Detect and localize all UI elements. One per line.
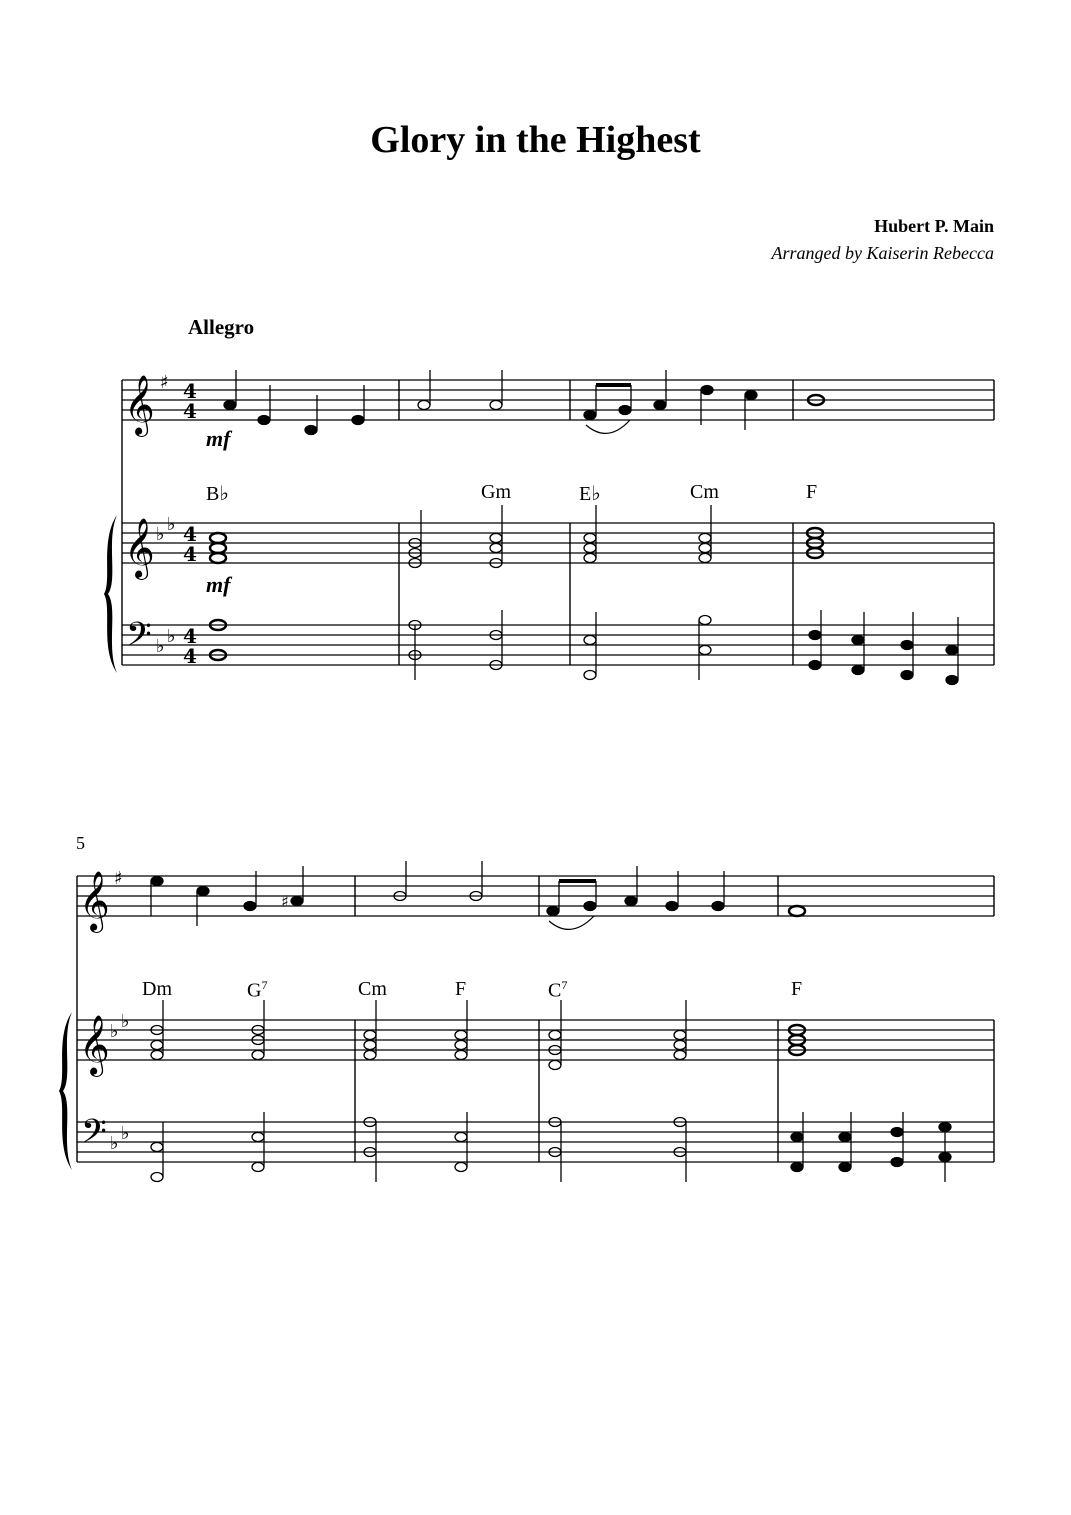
- svg-text:♯: ♯: [114, 868, 123, 889]
- slurs: [549, 420, 630, 929]
- svg-text:𝄢: 𝄢: [81, 1113, 107, 1159]
- chord-symbol: Dm: [142, 978, 172, 1000]
- chord-symbol: $C^7$: [548, 978, 568, 1002]
- dynamic-mf-piano: mf: [206, 572, 231, 597]
- tempo-marking: Allegro: [188, 315, 255, 339]
- svg-text:4: 4: [183, 379, 197, 403]
- chord-symbol: F: [806, 481, 818, 503]
- measure-number: 5: [76, 833, 85, 853]
- time-signatures: [183, 379, 197, 668]
- chord-symbol: $G^7$: [247, 978, 268, 1002]
- chord-symbol: Cm: [690, 481, 719, 503]
- svg-text:𝄞: 𝄞: [124, 375, 155, 435]
- chord-symbol: E♭: [579, 483, 601, 505]
- svg-text:♭: ♭: [110, 1133, 119, 1154]
- svg-text:4: 4: [183, 399, 197, 423]
- score-title: Glory in the Highest: [370, 119, 701, 161]
- chord-symbol: Cm: [358, 978, 387, 1000]
- staff-lines: [77, 380, 994, 1162]
- composer-credit: Hubert P. Main: [874, 216, 994, 236]
- chord-symbol: Gm: [481, 481, 511, 503]
- svg-text:♭: ♭: [167, 514, 176, 535]
- svg-text:♯: ♯: [160, 372, 169, 393]
- svg-text:♭: ♭: [121, 1123, 130, 1144]
- dynamic-mf-melody: mf: [206, 426, 231, 451]
- svg-text:4: 4: [183, 644, 197, 668]
- svg-text:4: 4: [183, 542, 197, 566]
- arranger-credit: Arranged by Kaiserin Rebecca: [771, 243, 994, 263]
- chord-symbol: B♭: [206, 483, 229, 505]
- svg-text:4: 4: [183, 522, 197, 546]
- svg-text:♭: ♭: [110, 1021, 119, 1042]
- svg-text:𝄞: 𝄞: [79, 871, 110, 931]
- svg-text:𝄢: 𝄢: [126, 616, 152, 662]
- svg-text:♭: ♭: [167, 626, 176, 647]
- svg-text:𝄞: 𝄞: [124, 518, 155, 578]
- svg-text:♭: ♭: [156, 636, 165, 657]
- chord-symbol: F: [455, 978, 467, 1000]
- svg-text:♭: ♭: [121, 1011, 130, 1032]
- chord-symbol: F: [791, 978, 803, 1000]
- svg-text:4: 4: [183, 624, 197, 648]
- barlines: [77, 380, 994, 1162]
- svg-text:♭: ♭: [156, 524, 165, 545]
- key-signatures: [110, 372, 176, 1154]
- svg-text:𝄞: 𝄞: [79, 1015, 110, 1075]
- svg-text:♯: ♯: [281, 892, 289, 911]
